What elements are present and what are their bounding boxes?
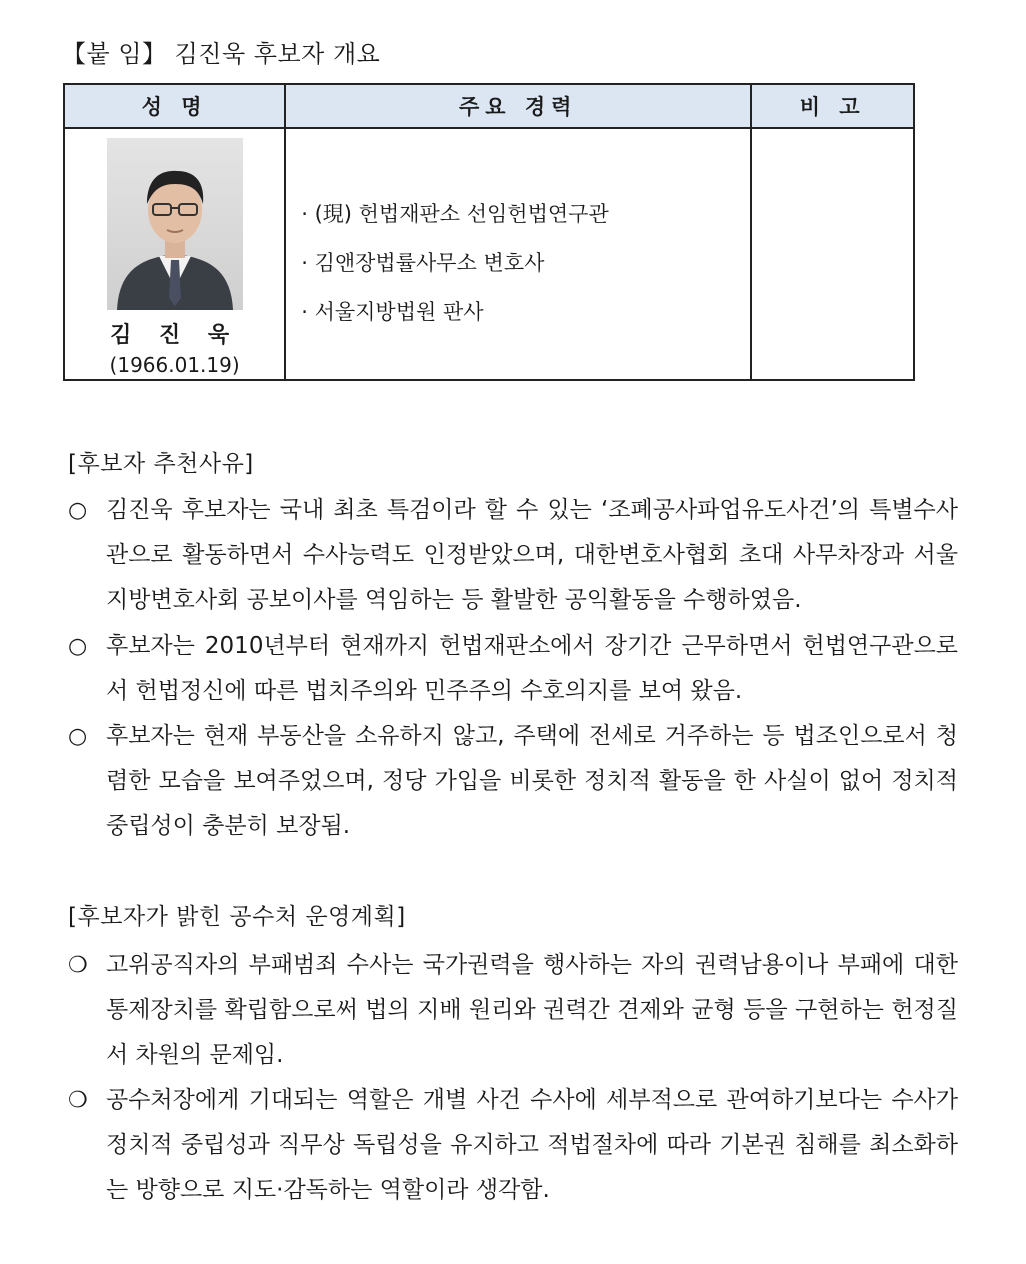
list-item (68, 943, 958, 1078)
paragraph-text: 공수처장에게 기대되는 역할은 개별 사건 수사에 세부적으로 관여하기보다는 수사가 정치적 중립성과 직무상 독립성을 유지하고 적법절차에 따라 기본권 침해를 최소화하는 방향으로 지도·감독하는 역할이라 생각함. (106, 1087, 958, 1203)
list-item (68, 488, 958, 623)
list-item: · (現) 헌법재판소 선임헌법연구관 (301, 202, 609, 226)
circle-bullet-icon: ○ (68, 498, 88, 523)
paragraph-text: 후보자는 현재 부동산을 소유하지 않고, 주택에 전세로 거주하는 등 법조인으로서 청렴한 모습을 보여주었으며, 정당 가입을 비롯한 정치적 활동을 한 사실이 없어 정치적 중립성이 충분히 보장됨. (106, 723, 958, 839)
career-list (301, 190, 749, 337)
paragraph-text: 김진욱 후보자는 국내 최초 특검이라 할 수 있는 ‘조폐공사파업유도사건’의 특별수사관으로 활동하면서 수사능력도 인정받았으며, 대한변호사협회 초대 사무차장과 서울지방변호사회 공보이사를 역임하는 등 활발한 공익활동을 수행하였음. (106, 497, 958, 613)
circle-bullet-icon: ○ (68, 724, 88, 749)
note-cell (751, 128, 914, 380)
candidate-profile-table (63, 83, 915, 381)
section-heading-plan: [후보자가 밝힌 공수처 운영계획] (68, 904, 406, 930)
circle-bullet-icon: ○ (68, 634, 88, 659)
name-cell (64, 128, 285, 380)
candidate-dob: (1966.01.19) (109, 353, 240, 377)
header-career: 주요 경력 (285, 84, 751, 128)
table-row (64, 128, 914, 380)
list-item (68, 714, 958, 849)
section-heading-recommendation: [후보자 추천사유] (68, 451, 254, 477)
header-name: 성 명 (64, 84, 285, 128)
paragraph-text: 고위공직자의 부패범죄 수사는 국가권력을 행사하는 자의 권력남용이나 부패에 대한 통제장치를 확립함으로써 법의 지배 원리와 권력간 견제와 균형 등을 구현하는 헌정질서 차원의 문제임. (106, 952, 958, 1068)
candidate-photo (107, 138, 243, 310)
paragraph-text: 후보자는 2010년부터 현재까지 헌법재판소에서 장기간 근무하면서 헌법연구관으로서 헌법정신에 따른 법치주의와 민주주의 수호의지를 보여 왔음. (106, 633, 958, 704)
list-item: · 서울지방법원 판사 (301, 300, 484, 324)
header-note: 비 고 (751, 84, 914, 128)
list-item (68, 1078, 958, 1213)
circle-bullet-icon: ❍ (68, 1088, 88, 1113)
career-cell (285, 128, 751, 380)
list-item (68, 624, 958, 714)
attachment-title: 【붙 임】 김진욱 후보자 개요 (62, 40, 381, 68)
table-header-row (64, 84, 914, 128)
list-item: · 김앤장법률사무소 변호사 (301, 251, 545, 275)
circle-bullet-icon: ❍ (68, 953, 88, 978)
candidate-name: 김 진 욱 (110, 323, 240, 348)
